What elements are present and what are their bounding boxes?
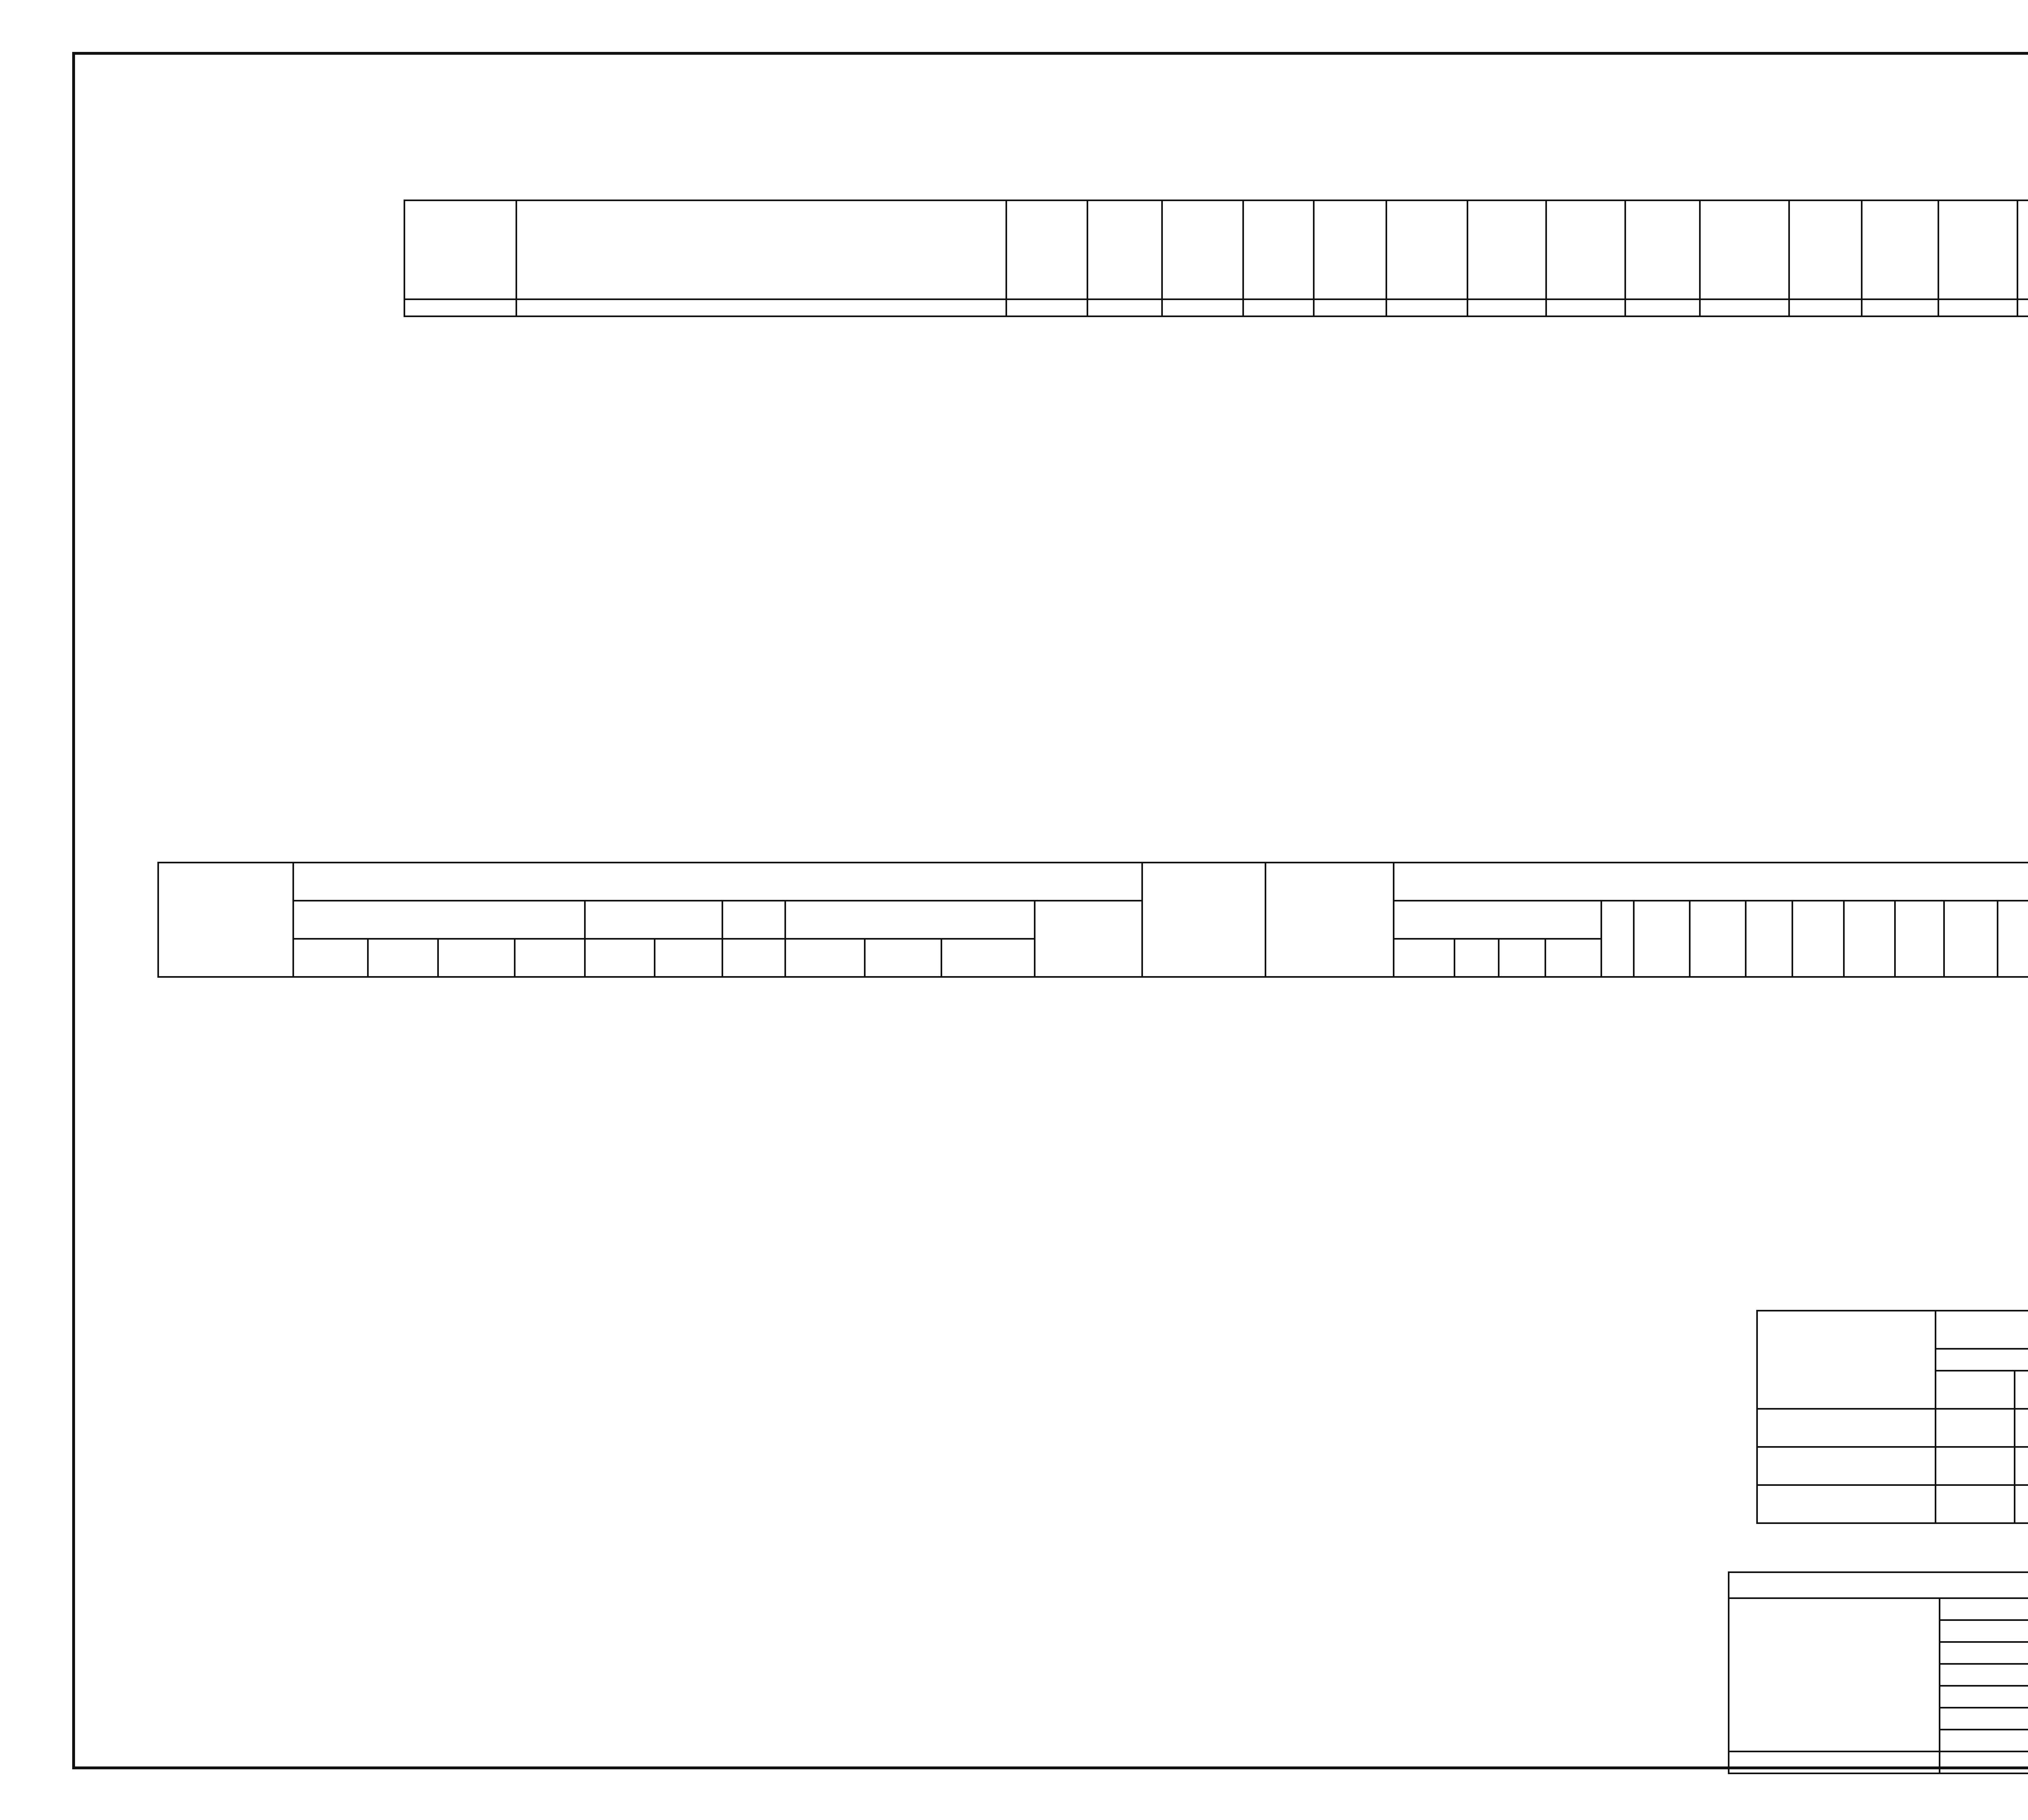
unit bbox=[1386, 299, 1467, 316]
org1 bbox=[1940, 1598, 2028, 1620]
th-c6 bbox=[655, 939, 722, 977]
calc-table bbox=[157, 862, 2028, 977]
wind-row-label bbox=[1757, 1409, 1936, 1447]
th-type bbox=[1142, 863, 1266, 977]
th-sp11 bbox=[1625, 200, 1700, 299]
th-alpha bbox=[1314, 200, 1386, 299]
wind-row-label bbox=[1757, 1447, 1936, 1485]
role bbox=[1940, 1642, 2028, 1664]
role bbox=[1940, 1664, 2028, 1686]
th-comp bbox=[1265, 863, 1394, 977]
th-q bbox=[1467, 200, 1546, 299]
influence-table bbox=[404, 200, 2028, 317]
th-phi bbox=[1944, 901, 1998, 977]
th-area bbox=[1394, 901, 1601, 939]
th-deform bbox=[293, 901, 584, 939]
th-sq bbox=[1700, 200, 1789, 299]
wind-val bbox=[2015, 1409, 2028, 1447]
th-ecc bbox=[1035, 901, 1142, 977]
wind-val bbox=[1936, 1485, 2015, 1523]
th-influence bbox=[516, 200, 1006, 299]
th-c2 bbox=[368, 939, 438, 977]
unit bbox=[516, 299, 1006, 316]
wind-row-label bbox=[1757, 1485, 1936, 1523]
unit bbox=[1625, 299, 1700, 316]
th-segment bbox=[1006, 200, 1087, 299]
th-sections bbox=[1394, 863, 2028, 901]
unit bbox=[1862, 299, 1938, 316]
th-flex bbox=[1746, 901, 1792, 977]
stamp-left bbox=[1729, 1598, 1940, 1751]
wind-table bbox=[1756, 1310, 2028, 1524]
unit bbox=[1546, 299, 1625, 316]
th-forces bbox=[293, 863, 1142, 901]
bracing-scheme bbox=[479, 1492, 1270, 1638]
th-fnet bbox=[1545, 939, 1601, 977]
role bbox=[1940, 1708, 2028, 1730]
th-radius bbox=[1690, 901, 1746, 977]
th-area bbox=[1162, 200, 1243, 299]
th-n bbox=[1454, 939, 1499, 977]
unit bbox=[1700, 299, 1789, 316]
unit bbox=[404, 299, 516, 316]
wind-c1 bbox=[1936, 1371, 2015, 1409]
th-mu bbox=[1789, 200, 1862, 299]
wind-intensity bbox=[1936, 1311, 2028, 1349]
th-wn bbox=[1601, 901, 1634, 977]
th-phi2 bbox=[1998, 901, 2028, 977]
wind-val bbox=[2015, 1485, 2028, 1523]
th-sum-s bbox=[2017, 200, 2028, 299]
th-el bbox=[158, 863, 293, 977]
role bbox=[1940, 1730, 2028, 1751]
th-c9 bbox=[865, 939, 942, 977]
th-c4 bbox=[515, 939, 584, 977]
inventory bbox=[1940, 1751, 2028, 1773]
wind-val bbox=[1936, 1409, 2015, 1447]
unit bbox=[1162, 299, 1243, 316]
th-elements bbox=[404, 200, 516, 299]
th-c7 bbox=[722, 939, 785, 977]
th-core bbox=[1792, 901, 1843, 977]
th-free bbox=[1634, 901, 1690, 977]
org2 bbox=[1940, 1620, 2028, 1642]
wind-c2 bbox=[2015, 1371, 2028, 1409]
th-c1 bbox=[293, 939, 368, 977]
th-length bbox=[1087, 200, 1162, 299]
th-c5 bbox=[585, 939, 655, 977]
unit bbox=[1314, 299, 1386, 316]
unit bbox=[1006, 299, 1087, 316]
th-brake bbox=[722, 901, 785, 939]
unit bbox=[1243, 299, 1314, 316]
unit bbox=[1087, 299, 1162, 316]
year bbox=[1729, 1751, 1940, 1773]
th-c8 bbox=[785, 939, 864, 977]
unit bbox=[1938, 299, 2017, 316]
ministry bbox=[1729, 1572, 2028, 1598]
unit bbox=[1789, 299, 1862, 316]
unit bbox=[1467, 299, 1546, 316]
th-calc bbox=[785, 901, 1035, 939]
title-block bbox=[1728, 1571, 2028, 1774]
th-c10 bbox=[941, 939, 1035, 977]
wind-val bbox=[1936, 1447, 2015, 1485]
unit bbox=[2017, 299, 2028, 316]
wind-surface bbox=[1757, 1311, 1936, 1409]
th-nmu bbox=[1938, 200, 2017, 299]
th-n bbox=[1862, 200, 1938, 299]
th-k bbox=[1386, 200, 1467, 299]
wind-val bbox=[2015, 1447, 2028, 1485]
th-c3 bbox=[438, 939, 515, 977]
th-ecc-rel bbox=[1895, 901, 1944, 977]
role bbox=[1940, 1686, 2028, 1708]
th-wind bbox=[585, 901, 722, 939]
th-df bbox=[1499, 939, 1545, 977]
th-sp bbox=[1546, 200, 1625, 299]
wind-chord bbox=[1936, 1349, 2028, 1371]
th-fbr bbox=[1394, 939, 1454, 977]
th-ecc-calc bbox=[1844, 901, 1895, 977]
th-sum-omega bbox=[1243, 200, 1314, 299]
units-row bbox=[404, 299, 2028, 316]
